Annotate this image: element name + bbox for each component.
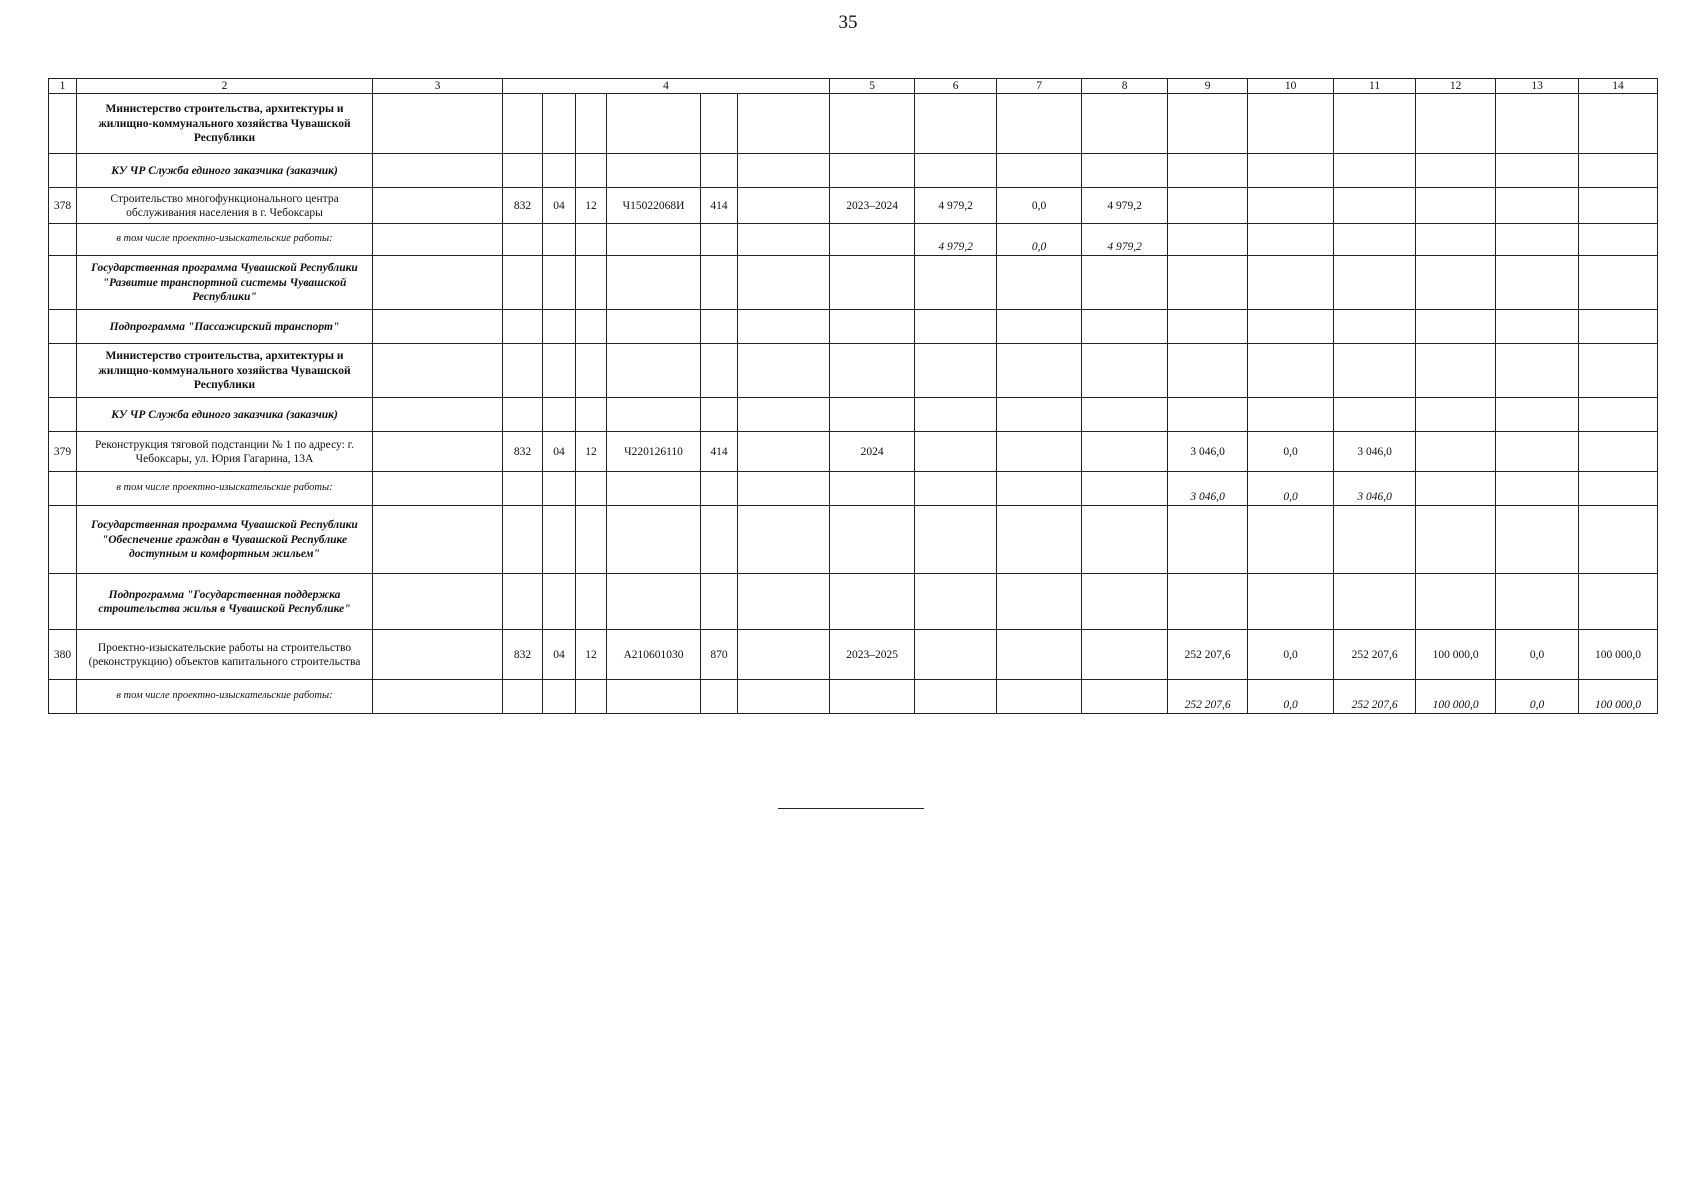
amount-c9 <box>1168 310 1248 344</box>
code-extra <box>738 574 830 630</box>
code-csr <box>607 344 701 398</box>
amount-c13 <box>1496 94 1579 154</box>
period-cell <box>830 94 915 154</box>
period-cell <box>830 680 915 714</box>
amount-c6 <box>915 630 997 680</box>
column-header-6: 6 <box>915 79 997 94</box>
code-rz <box>543 574 576 630</box>
amount-c6: 4 979,2 <box>915 188 997 224</box>
amount-c8 <box>1082 94 1168 154</box>
code-grbs <box>503 94 543 154</box>
amount-c10 <box>1248 94 1334 154</box>
amount-c8: 4 979,2 <box>1082 224 1168 256</box>
code-vr <box>701 398 738 432</box>
column-header-7: 7 <box>997 79 1082 94</box>
code-csr <box>607 224 701 256</box>
code-grbs: 832 <box>503 188 543 224</box>
amount-c11: 3 046,0 <box>1334 472 1416 506</box>
table-row <box>49 472 1658 506</box>
row-number: 378 <box>49 188 77 224</box>
column-header-5: 5 <box>830 79 915 94</box>
amount-c11 <box>1334 94 1416 154</box>
table-row <box>49 680 1658 714</box>
amount-c10 <box>1248 256 1334 310</box>
code-grbs <box>503 256 543 310</box>
code-vr <box>701 574 738 630</box>
period-cell: 2023–2024 <box>830 188 915 224</box>
amount-c14 <box>1579 256 1658 310</box>
column-3-cell <box>373 188 503 224</box>
program-name: Государственная программа Чувашской Республики "Обеспечение граждан в Чувашской Республике доступным и комфортным жильем" <box>77 506 373 574</box>
code-pr <box>576 224 607 256</box>
amount-c8 <box>1082 506 1168 574</box>
amount-c13: 0,0 <box>1496 630 1579 680</box>
amount-c12: 100 000,0 <box>1416 680 1496 714</box>
column-header-14: 14 <box>1579 79 1658 94</box>
amount-c7 <box>997 398 1082 432</box>
program-name: Подпрограмма "Пассажирский транспорт" <box>77 310 373 344</box>
column-header-2: 2 <box>77 79 373 94</box>
amount-c13 <box>1496 344 1579 398</box>
amount-c9: 252 207,6 <box>1168 680 1248 714</box>
amount-c7: 0,0 <box>997 224 1082 256</box>
table-row <box>49 574 1658 630</box>
code-vr <box>701 472 738 506</box>
amount-c10 <box>1248 506 1334 574</box>
amount-c8 <box>1082 256 1168 310</box>
amount-c7 <box>997 680 1082 714</box>
period-cell <box>830 472 915 506</box>
amount-c8 <box>1082 574 1168 630</box>
amount-c12 <box>1416 188 1496 224</box>
amount-c14 <box>1579 224 1658 256</box>
budget-table <box>48 78 1658 714</box>
amount-c7 <box>997 94 1082 154</box>
amount-c10 <box>1248 224 1334 256</box>
code-pr <box>576 398 607 432</box>
code-extra <box>738 224 830 256</box>
column-number-row <box>49 79 1658 94</box>
code-grbs <box>503 680 543 714</box>
row-number <box>49 574 77 630</box>
amount-c8 <box>1082 680 1168 714</box>
code-vr: 414 <box>701 432 738 472</box>
code-csr <box>607 472 701 506</box>
amount-c13 <box>1496 224 1579 256</box>
amount-c14 <box>1579 94 1658 154</box>
amount-c6 <box>915 256 997 310</box>
code-rz: 04 <box>543 432 576 472</box>
code-pr <box>576 310 607 344</box>
code-grbs: 832 <box>503 630 543 680</box>
row-number <box>49 506 77 574</box>
amount-c13 <box>1496 398 1579 432</box>
amount-c14 <box>1579 344 1658 398</box>
code-csr <box>607 310 701 344</box>
amount-c6 <box>915 680 997 714</box>
period-cell: 2023–2025 <box>830 630 915 680</box>
code-rz <box>543 256 576 310</box>
code-extra <box>738 680 830 714</box>
code-vr <box>701 506 738 574</box>
amount-c7 <box>997 506 1082 574</box>
code-vr: 870 <box>701 630 738 680</box>
code-pr: 12 <box>576 630 607 680</box>
amount-c9 <box>1168 398 1248 432</box>
amount-c10: 0,0 <box>1248 630 1334 680</box>
period-cell <box>830 574 915 630</box>
column-header-1: 1 <box>49 79 77 94</box>
amount-c6 <box>915 310 997 344</box>
code-csr <box>607 680 701 714</box>
code-pr <box>576 256 607 310</box>
amount-c12 <box>1416 472 1496 506</box>
table-row <box>49 310 1658 344</box>
amount-c11 <box>1334 256 1416 310</box>
amount-c11 <box>1334 574 1416 630</box>
amount-c14: 100 000,0 <box>1579 630 1658 680</box>
code-csr <box>607 398 701 432</box>
code-pr <box>576 472 607 506</box>
code-rz <box>543 154 576 188</box>
amount-c14 <box>1579 154 1658 188</box>
amount-c12: 100 000,0 <box>1416 630 1496 680</box>
code-csr <box>607 256 701 310</box>
amount-c9: 252 207,6 <box>1168 630 1248 680</box>
amount-c7 <box>997 256 1082 310</box>
code-grbs <box>503 344 543 398</box>
code-pr <box>576 506 607 574</box>
amount-c8 <box>1082 154 1168 188</box>
column-3-cell <box>373 224 503 256</box>
organization-name: Министерство строительства, архитектуры и жилищно-коммунального хозяйства Чувашской Республики <box>77 94 373 154</box>
amount-c9 <box>1168 94 1248 154</box>
period-cell <box>830 398 915 432</box>
row-description: Реконструкция тяговой подстанции № 1 по адресу: г. Чебоксары, ул. Юрия Гагарина, 13А <box>77 432 373 472</box>
amount-c12 <box>1416 256 1496 310</box>
amount-c9 <box>1168 224 1248 256</box>
amount-c10 <box>1248 188 1334 224</box>
amount-c12 <box>1416 310 1496 344</box>
amount-c6 <box>915 574 997 630</box>
column-3-cell <box>373 344 503 398</box>
amount-c8 <box>1082 432 1168 472</box>
column-3-cell <box>373 506 503 574</box>
program-name: Государственная программа Чувашской Республики "Развитие транспортной системы Чувашской Республики" <box>77 256 373 310</box>
amount-c7 <box>997 432 1082 472</box>
amount-c10 <box>1248 398 1334 432</box>
amount-c13 <box>1496 188 1579 224</box>
code-pr <box>576 680 607 714</box>
amount-c10: 0,0 <box>1248 680 1334 714</box>
row-number: 380 <box>49 630 77 680</box>
amount-c9: 3 046,0 <box>1168 472 1248 506</box>
code-rz <box>543 344 576 398</box>
amount-c8 <box>1082 310 1168 344</box>
code-grbs <box>503 224 543 256</box>
page-number: 35 <box>838 12 858 33</box>
page-end-rule <box>778 808 924 809</box>
row-number <box>49 154 77 188</box>
code-csr: А210601030 <box>607 630 701 680</box>
code-extra <box>738 310 830 344</box>
amount-c6: 4 979,2 <box>915 224 997 256</box>
column-3-cell <box>373 574 503 630</box>
code-rz <box>543 310 576 344</box>
column-3-cell <box>373 630 503 680</box>
amount-c10 <box>1248 574 1334 630</box>
code-extra <box>738 94 830 154</box>
amount-c6 <box>915 344 997 398</box>
code-extra <box>738 344 830 398</box>
amount-c9 <box>1168 506 1248 574</box>
column-header-11: 11 <box>1334 79 1416 94</box>
code-grbs <box>503 574 543 630</box>
code-vr <box>701 154 738 188</box>
column-3-cell <box>373 398 503 432</box>
code-rz <box>543 506 576 574</box>
code-grbs <box>503 154 543 188</box>
code-extra <box>738 154 830 188</box>
row-number <box>49 472 77 506</box>
table-row <box>49 506 1658 574</box>
code-extra <box>738 630 830 680</box>
row-description: Проектно-изыскательские работы на строительство (реконструкцию) объектов капитального строительства <box>77 630 373 680</box>
table-row <box>49 154 1658 188</box>
amount-c6 <box>915 472 997 506</box>
column-3-cell <box>373 154 503 188</box>
amount-c9 <box>1168 154 1248 188</box>
code-rz <box>543 680 576 714</box>
amount-c12 <box>1416 574 1496 630</box>
program-name: КУ ЧР Служба единого заказчика (заказчик) <box>77 398 373 432</box>
column-3-cell <box>373 432 503 472</box>
amount-c14 <box>1579 472 1658 506</box>
organization-name: Министерство строительства, архитектуры и жилищно-коммунального хозяйства Чувашской Республики <box>77 344 373 398</box>
code-csr <box>607 506 701 574</box>
column-header-9: 9 <box>1168 79 1248 94</box>
code-csr <box>607 574 701 630</box>
amount-c12 <box>1416 398 1496 432</box>
amount-c14 <box>1579 574 1658 630</box>
amount-c11 <box>1334 506 1416 574</box>
table-row-item <box>49 188 1658 224</box>
amount-c12 <box>1416 344 1496 398</box>
table-row <box>49 94 1658 154</box>
amount-c11 <box>1334 398 1416 432</box>
amount-c14 <box>1579 432 1658 472</box>
amount-c11 <box>1334 188 1416 224</box>
code-pr <box>576 154 607 188</box>
amount-c11 <box>1334 310 1416 344</box>
amount-c11 <box>1334 344 1416 398</box>
row-number <box>49 680 77 714</box>
code-extra <box>738 188 830 224</box>
amount-c9: 3 046,0 <box>1168 432 1248 472</box>
period-cell <box>830 154 915 188</box>
subitem-label: в том числе проектно-изыскательские работы: <box>77 472 373 506</box>
code-grbs <box>503 310 543 344</box>
code-vr <box>701 256 738 310</box>
amount-c10: 0,0 <box>1248 472 1334 506</box>
code-rz <box>543 398 576 432</box>
table-row <box>49 398 1658 432</box>
amount-c9 <box>1168 256 1248 310</box>
code-grbs <box>503 398 543 432</box>
column-3-cell <box>373 472 503 506</box>
code-csr <box>607 154 701 188</box>
column-header-3: 3 <box>373 79 503 94</box>
code-csr: Ч15022068И <box>607 188 701 224</box>
amount-c6 <box>915 94 997 154</box>
code-vr <box>701 680 738 714</box>
code-grbs: 832 <box>503 432 543 472</box>
amount-c13 <box>1496 506 1579 574</box>
table-row-item <box>49 432 1658 472</box>
amount-c12 <box>1416 154 1496 188</box>
row-number <box>49 94 77 154</box>
amount-c11: 252 207,6 <box>1334 630 1416 680</box>
amount-c8: 4 979,2 <box>1082 188 1168 224</box>
column-header-4: 4 <box>503 79 830 94</box>
row-number <box>49 344 77 398</box>
code-vr <box>701 310 738 344</box>
code-extra <box>738 432 830 472</box>
table-row <box>49 344 1658 398</box>
amount-c7 <box>997 472 1082 506</box>
code-rz: 04 <box>543 188 576 224</box>
amount-c13 <box>1496 154 1579 188</box>
code-csr <box>607 94 701 154</box>
amount-c6 <box>915 398 997 432</box>
amount-c13 <box>1496 574 1579 630</box>
amount-c9 <box>1168 188 1248 224</box>
subitem-label: в том числе проектно-изыскательские работы: <box>77 224 373 256</box>
code-extra <box>738 256 830 310</box>
code-rz <box>543 472 576 506</box>
code-vr: 414 <box>701 188 738 224</box>
amount-c9 <box>1168 574 1248 630</box>
amount-c12 <box>1416 224 1496 256</box>
amount-c7 <box>997 344 1082 398</box>
amount-c6 <box>915 432 997 472</box>
amount-c14 <box>1579 506 1658 574</box>
period-cell <box>830 310 915 344</box>
amount-c10 <box>1248 154 1334 188</box>
amount-c7: 0,0 <box>997 188 1082 224</box>
table-row <box>49 224 1658 256</box>
code-extra <box>738 506 830 574</box>
column-3-cell <box>373 94 503 154</box>
code-vr <box>701 224 738 256</box>
amount-c10 <box>1248 310 1334 344</box>
code-pr: 12 <box>576 188 607 224</box>
column-header-8: 8 <box>1082 79 1168 94</box>
row-number <box>49 398 77 432</box>
amount-c13 <box>1496 256 1579 310</box>
amount-c10 <box>1248 344 1334 398</box>
amount-c6 <box>915 506 997 574</box>
period-cell <box>830 224 915 256</box>
row-number <box>49 310 77 344</box>
amount-c9 <box>1168 344 1248 398</box>
column-3-cell <box>373 680 503 714</box>
row-number <box>49 224 77 256</box>
amount-c12 <box>1416 432 1496 472</box>
row-number <box>49 256 77 310</box>
code-grbs <box>503 472 543 506</box>
code-rz: 04 <box>543 630 576 680</box>
column-header-13: 13 <box>1496 79 1579 94</box>
period-cell <box>830 506 915 574</box>
amount-c8 <box>1082 472 1168 506</box>
code-pr <box>576 574 607 630</box>
period-cell: 2024 <box>830 432 915 472</box>
amount-c7 <box>997 630 1082 680</box>
amount-c11: 3 046,0 <box>1334 432 1416 472</box>
amount-c14 <box>1579 310 1658 344</box>
code-grbs <box>503 506 543 574</box>
amount-c14 <box>1579 188 1658 224</box>
code-rz <box>543 94 576 154</box>
code-extra <box>738 472 830 506</box>
amount-c13 <box>1496 472 1579 506</box>
amount-c11: 252 207,6 <box>1334 680 1416 714</box>
code-extra <box>738 398 830 432</box>
column-3-cell <box>373 310 503 344</box>
amount-c10: 0,0 <box>1248 432 1334 472</box>
row-description: Строительство многофункционального центра обслуживания населения в г. Чебоксары <box>77 188 373 224</box>
code-vr <box>701 94 738 154</box>
code-vr <box>701 344 738 398</box>
column-3-cell <box>373 256 503 310</box>
column-header-12: 12 <box>1416 79 1496 94</box>
code-pr <box>576 94 607 154</box>
code-pr <box>576 344 607 398</box>
amount-c7 <box>997 154 1082 188</box>
period-cell <box>830 344 915 398</box>
amount-c12 <box>1416 94 1496 154</box>
subitem-label: в том числе проектно-изыскательские работы: <box>77 680 373 714</box>
table-row-item <box>49 630 1658 680</box>
amount-c8 <box>1082 630 1168 680</box>
column-header-10: 10 <box>1248 79 1334 94</box>
amount-c8 <box>1082 398 1168 432</box>
amount-c13 <box>1496 310 1579 344</box>
code-pr: 12 <box>576 432 607 472</box>
program-name: КУ ЧР Служба единого заказчика (заказчик) <box>77 154 373 188</box>
amount-c13: 0,0 <box>1496 680 1579 714</box>
amount-c7 <box>997 310 1082 344</box>
code-rz <box>543 224 576 256</box>
table-row <box>49 256 1658 310</box>
amount-c11 <box>1334 154 1416 188</box>
amount-c12 <box>1416 506 1496 574</box>
row-number: 379 <box>49 432 77 472</box>
amount-c6 <box>915 154 997 188</box>
period-cell <box>830 256 915 310</box>
amount-c7 <box>997 574 1082 630</box>
amount-c14 <box>1579 398 1658 432</box>
amount-c11 <box>1334 224 1416 256</box>
code-csr: Ч220126110 <box>607 432 701 472</box>
amount-c14: 100 000,0 <box>1579 680 1658 714</box>
amount-c8 <box>1082 344 1168 398</box>
program-name: Подпрограмма "Государственная поддержка строительства жилья в Чувашской Республике" <box>77 574 373 630</box>
amount-c13 <box>1496 432 1579 472</box>
